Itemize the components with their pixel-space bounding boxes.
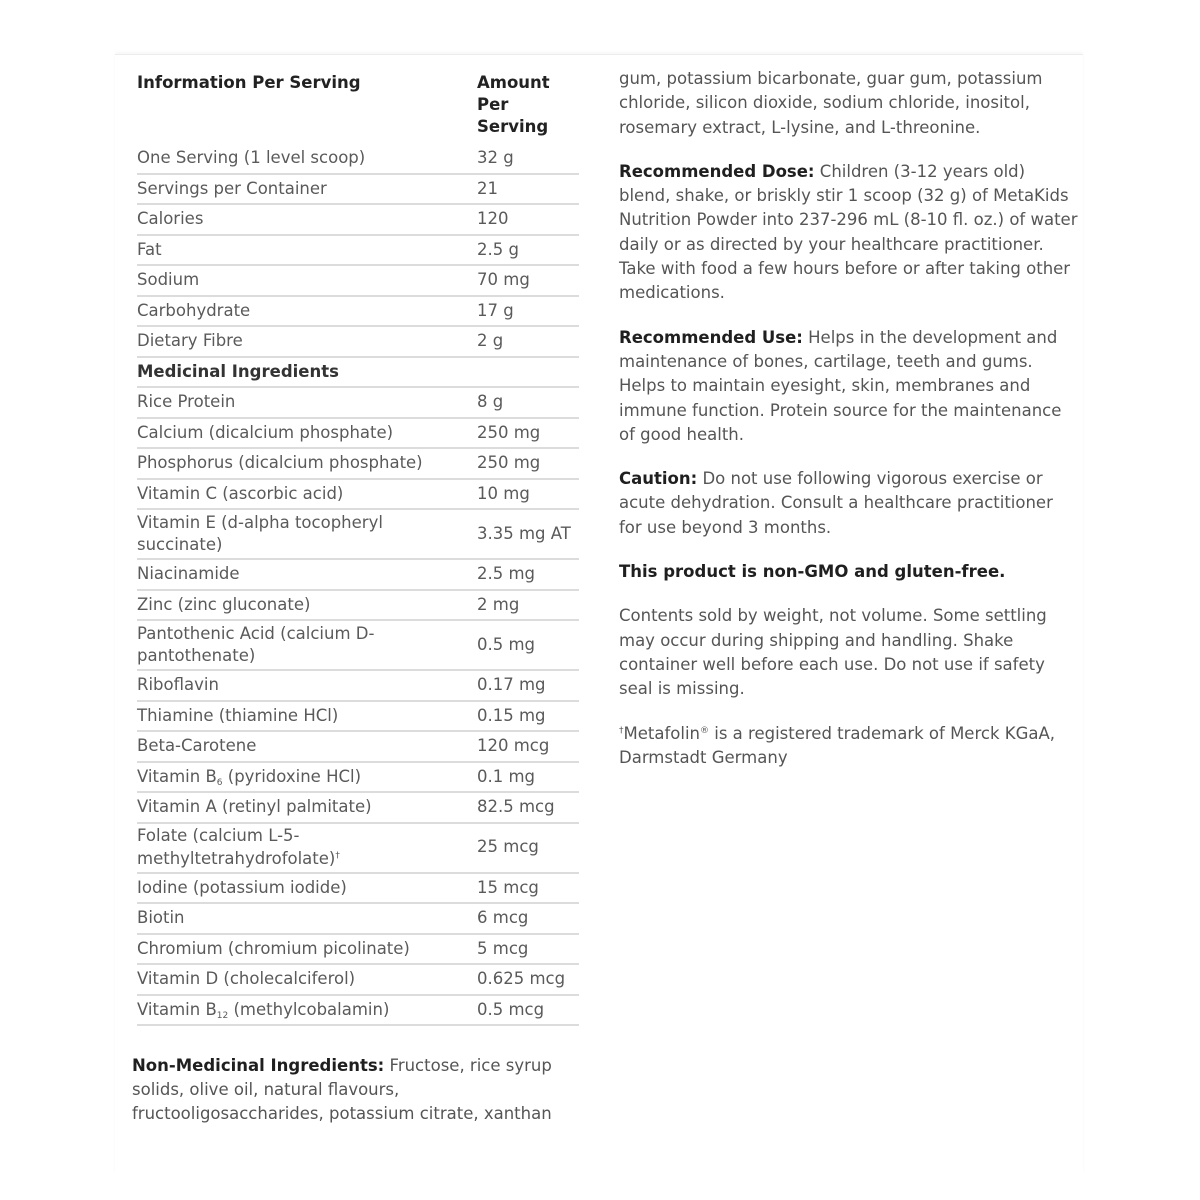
name-text: Chromium (chromium picolinate) xyxy=(137,938,410,958)
row-amount: 32 g xyxy=(469,144,579,175)
name-text: Riboflavin xyxy=(137,675,219,694)
table-row xyxy=(137,560,579,591)
row-name xyxy=(137,671,469,702)
row-amount: 70 mg xyxy=(469,266,579,297)
row-amount: 0.17 mg xyxy=(469,671,579,702)
table-row xyxy=(137,144,579,175)
recommended-use xyxy=(619,326,1079,447)
row-name xyxy=(137,591,469,622)
table-row xyxy=(137,763,579,794)
row-amount: 5 mcg xyxy=(469,935,579,966)
caution-label: Caution: xyxy=(619,469,698,489)
trademark-text: is a registered trademark of Merck KGaA, Darmstadt Germany xyxy=(619,723,1056,767)
header-amount-line2: Per xyxy=(477,95,509,114)
table-row xyxy=(137,236,579,267)
table-row xyxy=(137,297,579,328)
row-name xyxy=(137,904,469,935)
row-amount: 21 xyxy=(469,175,579,206)
row-name xyxy=(137,480,469,511)
row-name xyxy=(137,621,469,671)
row-name xyxy=(137,996,469,1027)
trademark-brand: Metafolin xyxy=(623,723,700,743)
table-row xyxy=(137,205,579,236)
row-amount: 82.5 mcg xyxy=(469,793,579,824)
name-text: Vitamin E (d-alpha tocopheryl succinate) xyxy=(137,512,383,554)
table-row xyxy=(137,874,579,905)
table-row xyxy=(137,671,579,702)
table-row xyxy=(137,904,579,935)
non-medicinal-continued: gum, potassium bicarbonate, guar gum, potassium chloride, silicon dioxide, sodium chloride, inositol, rosemary extract, L-lysine, and L-threonine. xyxy=(619,69,1043,137)
table-row xyxy=(137,175,579,206)
row-amount: 250 mg xyxy=(469,449,579,480)
nutrition-table xyxy=(137,72,579,1026)
registered-mark: ® xyxy=(700,725,709,736)
recommended-dose xyxy=(619,160,1079,306)
row-name xyxy=(137,388,469,419)
dagger-mark: † xyxy=(619,725,624,736)
section-row xyxy=(137,358,579,389)
row-amount: 120 mcg xyxy=(469,732,579,763)
name-text: Beta-Carotene xyxy=(137,736,257,755)
gmo-statement: This product is non-GMO and gluten-free. xyxy=(619,562,1006,582)
row-amount: 0.1 mg xyxy=(469,763,579,794)
name-text: Rice Protein xyxy=(137,392,236,411)
row-amount: 120 xyxy=(469,205,579,236)
use-text: Helps in the development and maintenance of bones, cartilage, teeth and gums. Helps to maintain eyesight, skin, membranes and immune function. Protein source for the maintenance of good health. xyxy=(619,327,1062,444)
non-medicinal-ingredients xyxy=(132,1054,582,1126)
row-amount: 0.5 mg xyxy=(469,621,579,671)
row-name xyxy=(137,419,469,450)
non-medicinal-text: Fructose, rice syrup solids, olive oil, natural flavours, fructooligosaccharides, potassium citrate, xanthan xyxy=(132,1056,552,1123)
name-subscript: 6 xyxy=(216,777,223,788)
header-amount-line1: Amount xyxy=(477,73,550,92)
header-info-per-serving: Information Per Serving xyxy=(137,73,361,92)
supplement-facts xyxy=(137,72,579,1026)
table-row xyxy=(137,824,579,874)
row-name: One Serving (1 level scoop) xyxy=(137,144,469,175)
name-text: Vitamin A (retinyl palmitate) xyxy=(137,797,372,816)
row-amount: 3.35 mg AT xyxy=(469,510,579,560)
row-amount: 15 mcg xyxy=(469,874,579,905)
name-part: (methylcobalamin) xyxy=(228,999,390,1019)
table-row xyxy=(137,449,579,480)
table-row xyxy=(137,480,579,511)
dose-label: Recommended Dose: xyxy=(619,161,815,181)
name-text: Calcium (dicalcium phosphate) xyxy=(137,422,394,442)
table-row xyxy=(137,965,579,996)
row-amount: 10 mg xyxy=(469,480,579,511)
name-text: Folate (calcium L-5-methyltetrahydrofolate) xyxy=(137,826,336,868)
table-row xyxy=(137,732,579,763)
row-name: Calories xyxy=(137,205,469,236)
row-amount: 0.5 mcg xyxy=(469,996,579,1027)
table-row xyxy=(137,419,579,450)
table-row xyxy=(137,327,579,358)
row-amount: 25 mcg xyxy=(469,824,579,874)
row-name: Sodium xyxy=(137,266,469,297)
row-amount: 6 mcg xyxy=(469,904,579,935)
row-name xyxy=(137,793,469,824)
name-part: Vitamin B xyxy=(137,766,217,786)
row-name xyxy=(137,763,469,794)
header-amount-line3: Serving xyxy=(477,117,549,136)
table-row xyxy=(137,510,579,560)
table-row xyxy=(137,266,579,297)
non-medicinal-label: Non-Medicinal Ingredients: xyxy=(132,1056,385,1075)
row-name: Carbohydrate xyxy=(137,297,469,328)
row-name xyxy=(137,874,469,905)
dose-text: Children (3-12 years old) blend, shake, or briskly stir 1 scoop (32 g) of MetaKids Nutrition Powder into 237-296 mL (8-10 fl. oz.) of water daily or as directed by your healthcare practitioner. Take with food a few hours before or after taking other medications. xyxy=(619,161,1078,303)
row-amount: 2 mg xyxy=(469,591,579,622)
row-amount: 2.5 mg xyxy=(469,560,579,591)
name-text: Vitamin D (cholecalciferol) xyxy=(137,969,356,988)
header-amount-per-serving xyxy=(469,72,579,144)
table-row xyxy=(137,591,579,622)
row-name xyxy=(137,965,469,996)
name-text: Iodine (potassium iodide) xyxy=(137,877,347,897)
table-row xyxy=(137,621,579,671)
name-subscript: 12 xyxy=(216,1010,229,1021)
section-amount-empty xyxy=(469,358,579,389)
table-row xyxy=(137,702,579,733)
section-label: Medicinal Ingredients xyxy=(137,358,469,389)
row-name xyxy=(137,510,469,560)
name-text: Biotin xyxy=(137,908,185,927)
right-column xyxy=(619,67,1079,790)
contents-note: Contents sold by weight, not volume. Some settling may occur during shipping and handling. Shake container well before each use. Do not use if safety seal is missing. xyxy=(619,606,1047,699)
name-text: Zinc (zinc gluconate) xyxy=(137,594,311,614)
dagger-mark: † xyxy=(335,850,340,861)
row-name xyxy=(137,702,469,733)
row-name: Fat xyxy=(137,236,469,267)
caution-text: Do not use following vigorous exercise or acute dehydration. Consult a healthcare practitioner for use beyond 3 months. xyxy=(619,469,1053,537)
name-text: Phosphorus (dicalcium phosphate) xyxy=(137,453,423,472)
table-row xyxy=(137,388,579,419)
trademark-note xyxy=(619,722,1079,771)
row-amount: 0.15 mg xyxy=(469,702,579,733)
row-amount: 17 g xyxy=(469,297,579,328)
name-part: Vitamin B xyxy=(137,999,217,1019)
table-row xyxy=(137,935,579,966)
row-amount: 0.625 mcg xyxy=(469,965,579,996)
name-part: (pyridoxine HCl) xyxy=(222,766,362,786)
row-amount: 8 g xyxy=(469,388,579,419)
row-amount: 2 g xyxy=(469,327,579,358)
row-amount: 250 mg xyxy=(469,419,579,450)
row-name: Servings per Container xyxy=(137,175,469,206)
row-name xyxy=(137,824,469,874)
table-row xyxy=(137,996,579,1027)
name-text: Vitamin C (ascorbic acid) xyxy=(137,483,344,503)
row-name xyxy=(137,732,469,763)
name-text: Thiamine (thiamine HCl) xyxy=(137,705,339,725)
use-label: Recommended Use: xyxy=(619,327,803,347)
row-name xyxy=(137,560,469,591)
name-text: Niacinamide xyxy=(137,564,240,583)
row-amount: 2.5 g xyxy=(469,236,579,267)
row-name xyxy=(137,449,469,480)
table-row xyxy=(137,793,579,824)
row-name xyxy=(137,935,469,966)
table-header xyxy=(137,72,579,144)
caution xyxy=(619,467,1079,540)
row-name: Dietary Fibre xyxy=(137,327,469,358)
name-text: Pantothenic Acid (calcium D-pantothenate) xyxy=(137,623,375,665)
